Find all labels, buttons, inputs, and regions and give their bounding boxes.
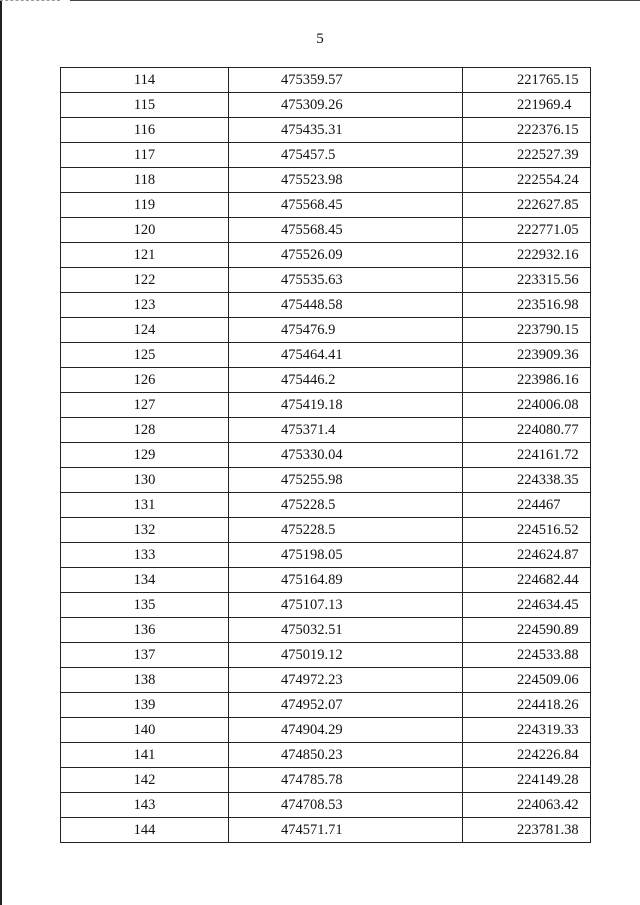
table-row bbox=[61, 818, 591, 843]
x-coordinate-cell: 475457.5 bbox=[229, 143, 463, 168]
x-coordinate-cell: 474972.23 bbox=[229, 668, 463, 693]
x-coordinate-cell: 474904.29 bbox=[229, 718, 463, 743]
y-coordinate-cell: 223909.36 bbox=[463, 343, 591, 368]
point-number-cell: 124 bbox=[61, 318, 229, 343]
x-coordinate-cell: 475019.12 bbox=[229, 643, 463, 668]
table-row bbox=[61, 643, 591, 668]
table-row bbox=[61, 418, 591, 443]
table-row bbox=[61, 468, 591, 493]
x-coordinate-cell: 475371.4 bbox=[229, 418, 463, 443]
table-row bbox=[61, 518, 591, 543]
x-coordinate-cell: 475198.05 bbox=[229, 543, 463, 568]
point-number-cell: 126 bbox=[61, 368, 229, 393]
x-coordinate-cell: 475464.41 bbox=[229, 343, 463, 368]
point-number-cell: 121 bbox=[61, 243, 229, 268]
table-row bbox=[61, 393, 591, 418]
x-coordinate-cell: 475476.9 bbox=[229, 318, 463, 343]
point-number-cell: 136 bbox=[61, 618, 229, 643]
x-coordinate-cell: 474785.78 bbox=[229, 768, 463, 793]
point-number-cell: 140 bbox=[61, 718, 229, 743]
y-coordinate-cell: 224624.87 bbox=[463, 543, 591, 568]
point-number-cell: 116 bbox=[61, 118, 229, 143]
x-coordinate-cell: 475526.09 bbox=[229, 243, 463, 268]
y-coordinate-cell: 224149.28 bbox=[463, 768, 591, 793]
x-coordinate-cell: 475309.26 bbox=[229, 93, 463, 118]
table-row bbox=[61, 143, 591, 168]
y-coordinate-cell: 222627.85 bbox=[463, 193, 591, 218]
x-coordinate-cell: 474708.53 bbox=[229, 793, 463, 818]
scan-edge-top bbox=[70, 0, 640, 1]
y-coordinate-cell: 224063.42 bbox=[463, 793, 591, 818]
y-coordinate-cell: 223516.98 bbox=[463, 293, 591, 318]
point-number-cell: 139 bbox=[61, 693, 229, 718]
point-number-cell: 115 bbox=[61, 93, 229, 118]
y-coordinate-cell: 224338.35 bbox=[463, 468, 591, 493]
y-coordinate-cell: 221765.15 bbox=[463, 68, 591, 93]
y-coordinate-cell: 224533.88 bbox=[463, 643, 591, 668]
point-number-cell: 142 bbox=[61, 768, 229, 793]
y-coordinate-cell: 224590.89 bbox=[463, 618, 591, 643]
point-number-cell: 117 bbox=[61, 143, 229, 168]
y-coordinate-cell: 222932.16 bbox=[463, 243, 591, 268]
point-number-cell: 137 bbox=[61, 643, 229, 668]
point-number-cell: 119 bbox=[61, 193, 229, 218]
x-coordinate-cell: 475255.98 bbox=[229, 468, 463, 493]
x-coordinate-cell: 475419.18 bbox=[229, 393, 463, 418]
x-coordinate-cell: 475568.45 bbox=[229, 218, 463, 243]
x-coordinate-cell: 475448.58 bbox=[229, 293, 463, 318]
x-coordinate-cell: 475523.98 bbox=[229, 168, 463, 193]
point-number-cell: 123 bbox=[61, 293, 229, 318]
point-number-cell: 129 bbox=[61, 443, 229, 468]
table-row bbox=[61, 218, 591, 243]
table-row bbox=[61, 243, 591, 268]
point-number-cell: 134 bbox=[61, 568, 229, 593]
table-row bbox=[61, 318, 591, 343]
table-row bbox=[61, 493, 591, 518]
table-row bbox=[61, 443, 591, 468]
x-coordinate-cell: 475164.89 bbox=[229, 568, 463, 593]
point-number-cell: 127 bbox=[61, 393, 229, 418]
point-number-cell: 122 bbox=[61, 268, 229, 293]
point-number-cell: 143 bbox=[61, 793, 229, 818]
x-coordinate-cell: 475435.31 bbox=[229, 118, 463, 143]
table-row bbox=[61, 593, 591, 618]
table-row bbox=[61, 718, 591, 743]
y-coordinate-cell: 224418.26 bbox=[463, 693, 591, 718]
table-row bbox=[61, 768, 591, 793]
coordinates-table-body bbox=[61, 68, 591, 843]
y-coordinate-cell: 223781.38 bbox=[463, 818, 591, 843]
table-row bbox=[61, 343, 591, 368]
y-coordinate-cell: 224226.84 bbox=[463, 743, 591, 768]
y-coordinate-cell: 224516.52 bbox=[463, 518, 591, 543]
point-number-cell: 128 bbox=[61, 418, 229, 443]
table-row bbox=[61, 193, 591, 218]
y-coordinate-cell: 223315.56 bbox=[463, 268, 591, 293]
point-number-cell: 133 bbox=[61, 543, 229, 568]
table-row bbox=[61, 118, 591, 143]
coordinates-table bbox=[60, 67, 591, 843]
y-coordinate-cell: 224682.44 bbox=[463, 568, 591, 593]
y-coordinate-cell: 223790.15 bbox=[463, 318, 591, 343]
scan-edge-left bbox=[0, 0, 2, 905]
point-number-cell: 120 bbox=[61, 218, 229, 243]
x-coordinate-cell: 475330.04 bbox=[229, 443, 463, 468]
x-coordinate-cell: 474850.23 bbox=[229, 743, 463, 768]
x-coordinate-cell: 474952.07 bbox=[229, 693, 463, 718]
table-row bbox=[61, 743, 591, 768]
x-coordinate-cell: 475107.13 bbox=[229, 593, 463, 618]
table-row bbox=[61, 793, 591, 818]
point-number-cell: 132 bbox=[61, 518, 229, 543]
y-coordinate-cell: 224467 bbox=[463, 493, 591, 518]
table-row bbox=[61, 168, 591, 193]
point-number-cell: 135 bbox=[61, 593, 229, 618]
y-coordinate-cell: 222771.05 bbox=[463, 218, 591, 243]
y-coordinate-cell: 221969.4 bbox=[463, 93, 591, 118]
point-number-cell: 114 bbox=[61, 68, 229, 93]
scan-edge-top-dash bbox=[0, 0, 60, 2]
y-coordinate-cell: 223986.16 bbox=[463, 368, 591, 393]
page-number: 5 bbox=[316, 31, 324, 47]
table-row bbox=[61, 268, 591, 293]
table-row bbox=[61, 668, 591, 693]
x-coordinate-cell: 475359.57 bbox=[229, 68, 463, 93]
y-coordinate-cell: 222527.39 bbox=[463, 143, 591, 168]
table-row bbox=[61, 568, 591, 593]
point-number-cell: 131 bbox=[61, 493, 229, 518]
y-coordinate-cell: 222554.24 bbox=[463, 168, 591, 193]
table-row bbox=[61, 68, 591, 93]
point-number-cell: 130 bbox=[61, 468, 229, 493]
table-row bbox=[61, 368, 591, 393]
y-coordinate-cell: 224634.45 bbox=[463, 593, 591, 618]
x-coordinate-cell: 475446.2 bbox=[229, 368, 463, 393]
table-row bbox=[61, 293, 591, 318]
x-coordinate-cell: 475535.63 bbox=[229, 268, 463, 293]
table-row bbox=[61, 693, 591, 718]
point-number-cell: 141 bbox=[61, 743, 229, 768]
y-coordinate-cell: 224509.06 bbox=[463, 668, 591, 693]
y-coordinate-cell: 224006.08 bbox=[463, 393, 591, 418]
y-coordinate-cell: 224080.77 bbox=[463, 418, 591, 443]
point-number-cell: 125 bbox=[61, 343, 229, 368]
x-coordinate-cell: 474571.71 bbox=[229, 818, 463, 843]
y-coordinate-cell: 224319.33 bbox=[463, 718, 591, 743]
point-number-cell: 138 bbox=[61, 668, 229, 693]
table-row bbox=[61, 93, 591, 118]
y-coordinate-cell: 222376.15 bbox=[463, 118, 591, 143]
x-coordinate-cell: 475228.5 bbox=[229, 493, 463, 518]
y-coordinate-cell: 224161.72 bbox=[463, 443, 591, 468]
point-number-cell: 118 bbox=[61, 168, 229, 193]
table-row bbox=[61, 618, 591, 643]
table-row bbox=[61, 543, 591, 568]
x-coordinate-cell: 475568.45 bbox=[229, 193, 463, 218]
x-coordinate-cell: 475032.51 bbox=[229, 618, 463, 643]
x-coordinate-cell: 475228.5 bbox=[229, 518, 463, 543]
point-number-cell: 144 bbox=[61, 818, 229, 843]
